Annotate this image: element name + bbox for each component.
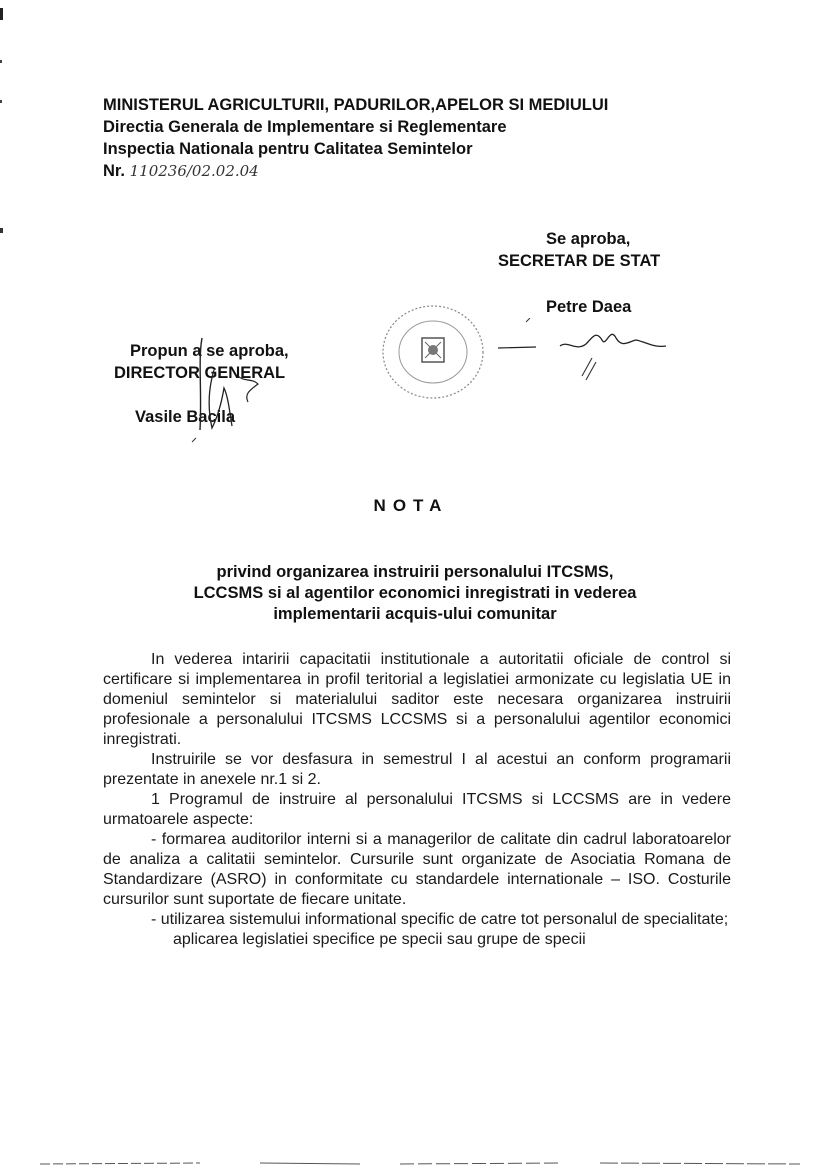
ministry-heading: MINISTERUL AGRICULTURII, PADURILOR,APELOR SI MEDIULUI [103, 96, 609, 114]
paragraph-3: 1 Programul de instruire al personalului ITCSMS si LCCSMS are in vedere urmatoarele aspecte: [103, 791, 731, 828]
proposal-name: Vasile Bacila [135, 408, 235, 426]
inspection-heading: Inspectia Nationala pentru Calitatea Semintelor [103, 140, 473, 158]
proposal-line-1: Propun a se aproba, [130, 342, 289, 360]
body-text [103, 650, 731, 950]
approval-line-2: SECRETAR DE STAT [498, 252, 661, 270]
subject-line-1: privind organizarea instruirii personalului ITCSMS, [216, 563, 614, 581]
document-title: NOTA [373, 496, 449, 515]
paragraph-5: - utilizarea sistemului informational specific de catre tot personalul de specialitate; [151, 911, 729, 928]
approval-name: Petre Daea [546, 298, 632, 316]
directorate-heading: Directia Generala de Implementare si Reglementare [103, 118, 507, 136]
official-stamp [378, 302, 488, 402]
nr-value: 110236/02.02.04 [129, 162, 259, 180]
subject-line-2: LCCSMS si al agentilor economici inregistrati in vederea [193, 584, 637, 602]
secretary-signature [496, 318, 686, 383]
nr-label: Nr. [103, 162, 126, 180]
paragraph-4: - formarea auditorilor interni si a managerilor de calitate din cadrul laboratoarelor de analiza a calitatii semintelor. Cursurile sunt organizate de Asociatia Romana de Standardizare (ASRO) in conformitate cu standardele internationale – ISO. Costurile cursurilor sunt suportate de fiecare unitate. [103, 831, 731, 908]
paragraph-6: aplicarea legislatiei specifice pe specii sau grupe de specii [173, 931, 586, 948]
approval-line-1: Se aproba, [546, 230, 631, 248]
proposal-line-2: DIRECTOR GENERAL [114, 364, 286, 382]
director-signature [188, 330, 278, 445]
registration-number [103, 160, 259, 182]
paragraph-1: In vederea intaririi capacitatii institutionale a autoritatii oficiale de control si certificare si implementarea in profil teritorial a legislatiei armonizate cu legislatia UE in domeniul semintelor si materialului saditor este necesara organizarea instruirii profesionale a personalului ITCSMS LCCSMS si a personalului agentilor economici inregistrati. [103, 651, 731, 748]
paragraph-2: Instruirile se vor desfasura in semestrul I al acestui an conform programarii prezentate in anexele nr.1 si 2. [103, 751, 731, 788]
subject-line-3: implementarii acquis-ului comunitar [273, 605, 557, 623]
